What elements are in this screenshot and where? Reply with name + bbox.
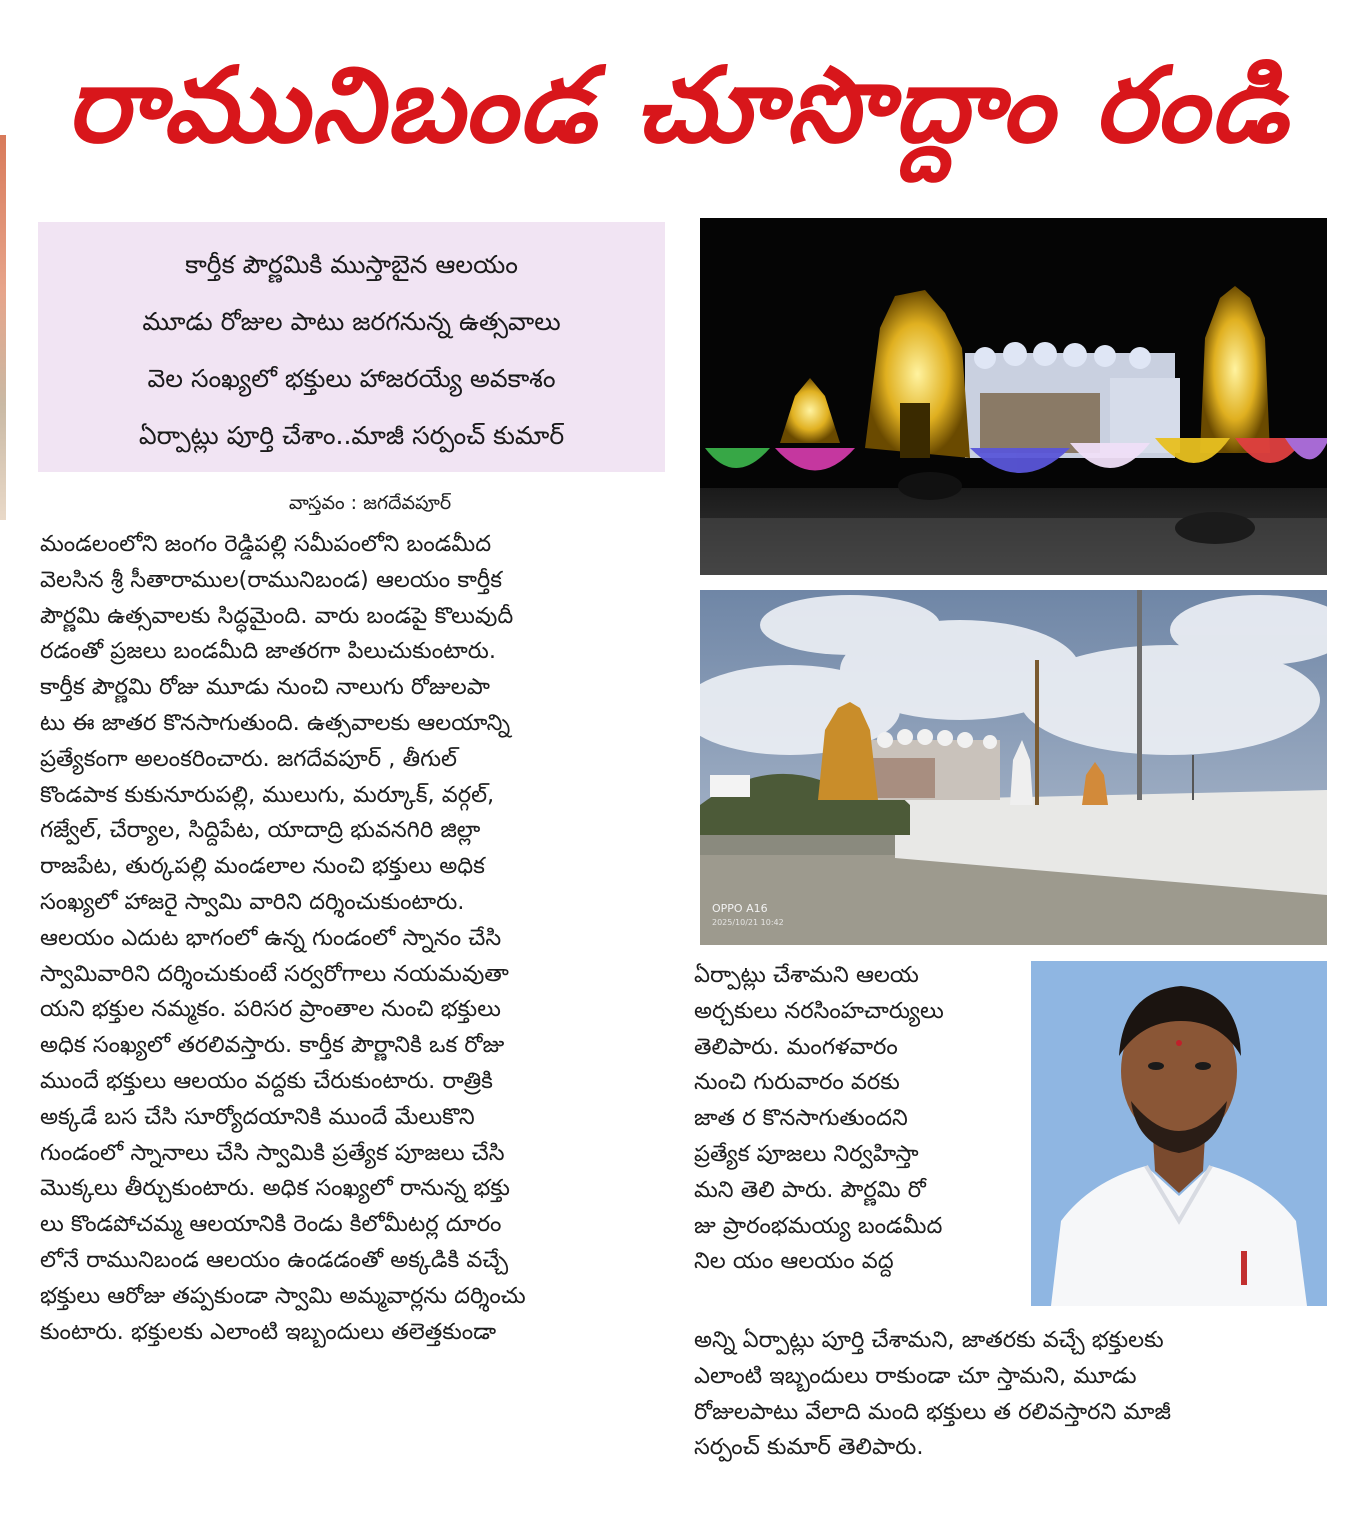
body-line: సంఖ్యలో హాజరై స్వామి వారిని దర్శించుకుంటారు.	[40, 888, 465, 915]
body-line: కొండపాక కుకునూరుపల్లి, ములుగు, మర్కూక్, వర్గల్,	[40, 781, 495, 808]
camera-timestamp: 2025/10/21 10:42	[712, 918, 784, 927]
body-line: మండలంలోని జంగం రెడ్డిపల్లి సమీపంలోని బండమీద	[40, 531, 492, 557]
body-line: రడంతో ప్రజలు బండమీది జాతరగా పిలుచుకుంటారు.	[40, 638, 496, 665]
body-line: టు ఈ జాతర కొనసాగుతుంది. ఉత్సవాలకు ఆలయాన్ని	[40, 709, 511, 736]
body-line: ఏర్పాట్లు చేశామని ఆలయ	[694, 962, 919, 988]
body-line: భక్తులు ఆరోజు తప్పకుండా స్వామి అమ్మవార్లను దర్శించు	[40, 1282, 526, 1309]
headline: రామునిబండ చూసొద్దాం రండి	[61, 44, 1311, 166]
body-line: వెలసిన శ్రీ సీతారాముల(రామునిబండ) ఆలయం కార్తీక	[40, 566, 502, 593]
body-line: గజ్వేల్, చేర్యాల, సిద్దిపేట, యాదాద్రి భువనగిరి జిల్లా	[40, 817, 481, 844]
body-line: గుండంలో స్నానాలు చేసి స్వామికి ప్రత్యేక పూజలు చేసి	[40, 1139, 505, 1166]
body-line: ఆలయం ఎదుట భాగంలో ఉన్న గుండంలో స్నానం చేసి	[40, 924, 502, 951]
body-line: అక్కడే బస చేసి సూర్యోదయానికి ముందే మేలుకొని	[40, 1103, 475, 1130]
highlight-line: కార్తీక పౌర్ణమికి ముస్తాబైన ఆలయం	[185, 250, 518, 279]
body-line: అధిక సంఖ్యలో తరలివస్తారు. కార్తీక పౌర్ణానికి ఒక రోజు	[40, 1032, 505, 1059]
article-body-left-column	[40, 527, 668, 1350]
body-line: కుంటారు. భక్తులకు ఎలాంటి ఇబ్బందులు తలెత్తకుండా	[40, 1318, 497, 1345]
body-line: నుంచి గురువారం వరకు	[694, 1069, 900, 1096]
body-line: లోనే రామునిబండ ఆలయం ఉండడంతో అక్కడికి వచ్చే	[40, 1246, 509, 1273]
highlight-line: ఏర్పాట్లు పూర్తి చేశాం..మాజీ సర్పంచ్ కుమార్	[138, 421, 565, 450]
body-line: తెలిపారు. మంగళవారం	[694, 1033, 898, 1060]
body-line: లు కొండపోచమ్మ ఆలయానికి రెండు కిలోమీటర్ల దూరం	[40, 1211, 502, 1238]
body-line: రాజపేట, తుర్కపల్లి మండలాల నుంచి భక్తులు అధిక	[40, 853, 485, 880]
camera-model: OPPO A16	[712, 902, 768, 915]
body-line: అర్చకులు నరసింహచార్యులు	[694, 997, 944, 1024]
highlight-line: వెల సంఖ్యలో భక్తులు హాజరయ్యే అవకాశం	[147, 364, 556, 393]
article-body-right-narrow	[694, 958, 1024, 1280]
body-line: అన్ని ఏర్పాట్లు పూర్తి చేశామని, జాతరకు వచ్చే భక్తులకు	[694, 1327, 1164, 1353]
highlight-box	[38, 222, 665, 472]
body-line: స్వామివారిని దర్శించుకుంటే సర్వరోగాలు నయమవుతా	[40, 960, 509, 987]
body-line: జు ప్రారంభమయ్య బండమీద	[694, 1212, 943, 1239]
body-line: పౌర్ణమి ఉత్సవాలకు సిద్ధమైంది. వారు బండపై కొలువుదీ	[40, 602, 514, 629]
highlight-line: మూడు రోజుల పాటు జరగనున్న ఉత్సవాలు	[142, 307, 561, 336]
body-line: ఎలాంటి ఇబ్బందులు రాకుండా చూ స్తామని, మూడు	[694, 1362, 1137, 1389]
adjacent-page-edge	[0, 135, 6, 520]
body-line: యని భక్తుల నమ్మకం. పరిసర ప్రాంతాల నుంచి భక్తులు	[40, 996, 501, 1023]
portrait-photo	[1031, 961, 1327, 1306]
temple-day-photo	[700, 590, 1327, 945]
camera-watermark	[712, 902, 784, 930]
body-line: ప్రత్యేకంగా అలంకరించారు. జగదేవపూర్ , తీగుల్	[40, 745, 457, 772]
body-line: మొక్కలు తీర్చుకుంటారు. అధిక సంఖ్యలో రానున్న భక్తు	[40, 1175, 510, 1202]
body-line: రోజులపాటు వేలాది మంది భక్తులు త రలివస్తారని మాజీ	[694, 1398, 1171, 1425]
body-line: సర్పంచ్ కుమార్ తెలిపారు.	[694, 1434, 924, 1461]
temple-night-photo	[700, 218, 1327, 575]
body-line: కార్తీక పౌర్ణమి రోజు మూడు నుంచి నాలుగు రోజులపా	[40, 674, 490, 701]
body-line: మని తెలి పారు. పౌర్ణమి రో	[694, 1176, 926, 1203]
body-line: ముందే భక్తులు ఆలయం వద్దకు చేరుకుంటారు. రాత్రికి	[40, 1067, 493, 1094]
body-line: నిల యం ఆలయం వద్ద	[694, 1248, 894, 1275]
dateline: వాస్తవం : జగదేవపూర్	[288, 492, 452, 514]
article-body-right-wide	[694, 1323, 1334, 1466]
body-line: ప్రత్యేక పూజలు నిర్వహిస్తా	[694, 1140, 919, 1167]
body-line: జాత ర కొనసాగుతుందని	[694, 1105, 908, 1132]
